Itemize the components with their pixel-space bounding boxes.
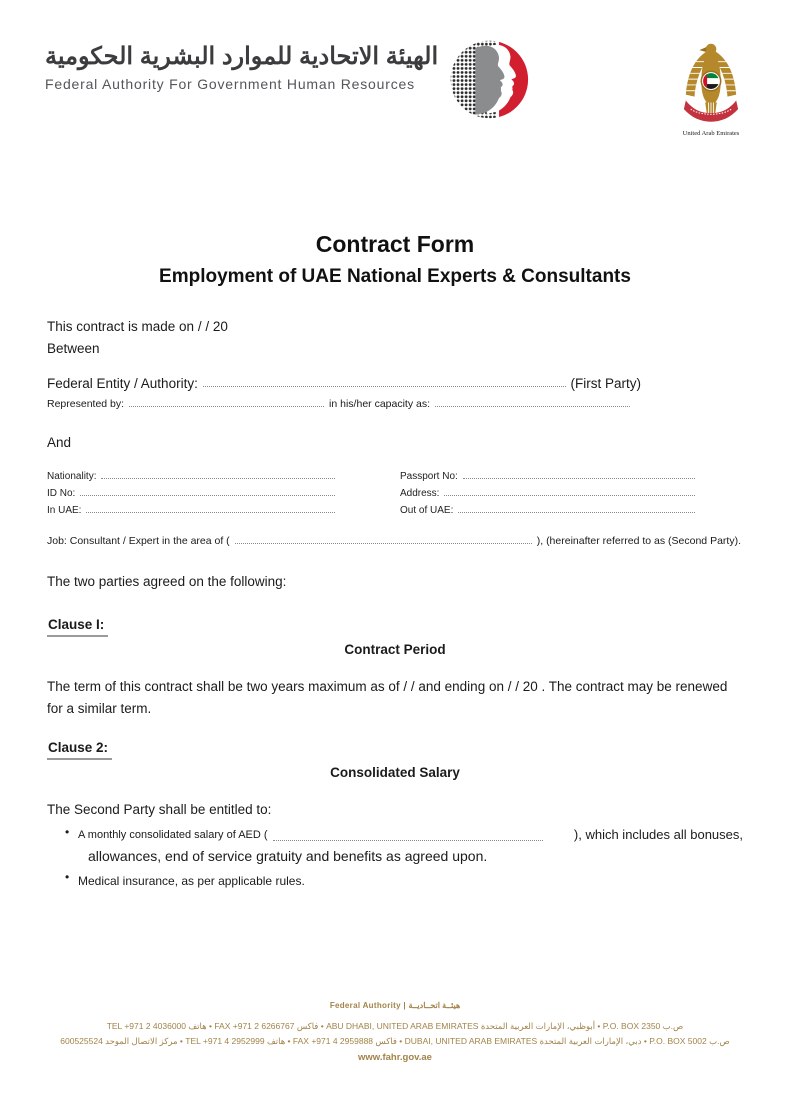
in-uae-row xyxy=(47,505,340,516)
clause-2-intro: The Second Party shall be entitled to: xyxy=(47,802,272,817)
entitlements-list xyxy=(47,825,743,893)
clause-2-heading: Consolidated Salary xyxy=(330,765,460,780)
medical-bullet xyxy=(47,870,743,893)
footer-brand-line: Federal Authority | هيئــة اتحــاديــة xyxy=(329,1001,461,1010)
address-row xyxy=(400,488,700,499)
made-on-line: This contract is made on / / 20 xyxy=(47,319,228,334)
out-of-uae-label: Out of UAE: xyxy=(400,505,454,516)
capacity-label: in his/her capacity as: xyxy=(329,398,431,410)
in-uae-label: In UAE: xyxy=(47,505,82,516)
document-subtitle: Employment of UAE National Experts & Consultants xyxy=(159,266,631,287)
document-footer xyxy=(25,1001,765,1063)
represented-by-blank[interactable] xyxy=(129,406,324,407)
address-blank[interactable] xyxy=(444,495,695,496)
passport-row xyxy=(400,471,700,482)
footer-website-link[interactable]: www.fahr.gov.ae xyxy=(358,1052,432,1063)
uae-falcon-icon xyxy=(680,40,742,126)
first-party-suffix: (First Party) xyxy=(570,376,641,391)
federal-entity-blank[interactable] xyxy=(203,386,566,387)
salary-bullet-continuation: allowances, end of service gratuity and benefits as agreed upon. xyxy=(88,848,488,864)
document-header xyxy=(45,36,750,137)
second-party-fields xyxy=(47,471,743,516)
intro-paragraph xyxy=(47,316,743,360)
address-label: Address: xyxy=(400,488,440,499)
job-row xyxy=(47,535,741,547)
nationality-blank[interactable] xyxy=(101,478,335,479)
contract-body xyxy=(47,230,743,893)
nationality-row xyxy=(47,471,340,482)
authority-brand xyxy=(45,36,438,92)
uae-emblem xyxy=(672,40,750,137)
fahr-logo-icon xyxy=(448,38,536,121)
job-label: Job: Consultant / Expert in the area of ( xyxy=(47,535,230,547)
footer-contact-abudhabi: ص.ب P.O. BOX 2350 • أبوظبي، الإمارات العربية المتحدة ABU DHABI, UNITED ARAB EMIRATES • فاكس FAX +971 2 6266767 • هاتف TEL +971 2 4036000 xyxy=(106,1021,684,1031)
out-of-uae-row xyxy=(400,505,700,516)
in-uae-blank[interactable] xyxy=(86,512,335,513)
represented-by-label: Represented by: xyxy=(47,398,125,410)
federal-entity-label: Federal Entity / Authority: xyxy=(47,376,198,391)
clause-2-label: Clause 2: xyxy=(47,740,743,760)
between-line: Between xyxy=(47,341,100,356)
footer-contact-dubai: ص.ب P.O. BOX 5002 • دبي، الإمارات العربية المتحدة DUBAI, UNITED ARAB EMIRATES • فاكس FAX +971 4 2959888 • هاتف TEL +971 4 2952999 • مركز الاتصال الموحد 600525524 xyxy=(60,1036,730,1046)
clause-1-heading: Contract Period xyxy=(344,642,446,657)
clause-1-label: Clause I: xyxy=(47,617,743,637)
passport-label: Passport No: xyxy=(400,471,458,482)
salary-amount-blank[interactable] xyxy=(273,840,543,841)
salary-bullet xyxy=(47,825,743,868)
represented-by-row xyxy=(47,398,635,410)
passport-blank[interactable] xyxy=(463,478,695,479)
id-no-label: ID No: xyxy=(47,488,76,499)
authority-english-title: Federal Authority For Government Human Resources xyxy=(45,76,415,92)
federal-entity-row xyxy=(47,376,641,391)
agreement-line: The two parties agreed on the following: xyxy=(47,574,287,589)
emblem-caption: United Arab Emirates xyxy=(682,130,740,137)
out-of-uae-blank[interactable] xyxy=(458,512,695,513)
salary-bullet-prefix: • A monthly consolidated salary of AED ( xyxy=(78,829,268,841)
job-suffix: ), (hereinafter referred to as (Second Party). xyxy=(536,535,741,547)
salary-bullet-suffix: ), which includes all bonuses, xyxy=(573,827,743,842)
and-label: And xyxy=(47,435,72,450)
authority-arabic-title: الهيئة الاتحادية للموارد البشرية الحكومية xyxy=(45,43,439,70)
job-area-blank[interactable] xyxy=(235,543,532,544)
medical-bullet-text: • Medical insurance, as per applicable rules. xyxy=(78,874,305,888)
id-no-row xyxy=(47,488,340,499)
clause-1-body: The term of this contract shall be two years maximum as of / / and ending on / / 20 . The contract may be renewed for a similar term. xyxy=(47,679,728,716)
nationality-label: Nationality: xyxy=(47,471,97,482)
capacity-blank[interactable] xyxy=(435,406,630,407)
id-no-blank[interactable] xyxy=(80,495,335,496)
document-title: Contract Form xyxy=(315,231,475,257)
